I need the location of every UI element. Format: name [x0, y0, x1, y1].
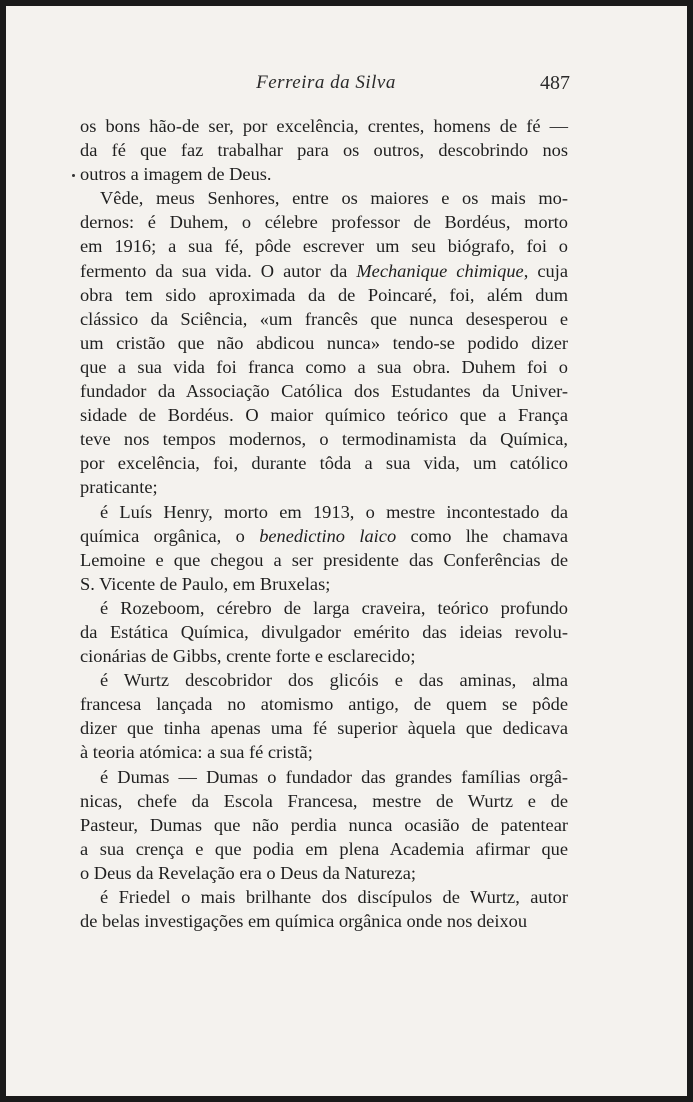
text-line: nicas, chefe da Escola Francesa, mestre de Wurtz e de [80, 790, 568, 811]
running-title: Ferreira da Silva [256, 72, 396, 93]
text-line: obra tem sido aproximada da de Poincaré, foi, além dum [80, 284, 568, 305]
text-line: de belas investigações em química orgânica onde nos deixou [80, 911, 528, 932]
text-line: teve nos tempos modernos, o termodinamista da Química, [80, 429, 568, 450]
text-line: dernos: é Duhem, o célebre professor de Bordéus, morto [80, 212, 568, 233]
paragraph [80, 114, 568, 186]
paragraph [80, 500, 568, 596]
text-line: à teoria atómica: a sua fé cristã; [80, 742, 313, 763]
text-line: Vêde, meus Senhores, entre os maiores e os mais mo- [100, 188, 568, 209]
text-line: dizer que tinha apenas uma fé superior àquela que dedicava [80, 718, 568, 739]
text-line: Pasteur, Dumas que não perdia nunca ocasião de patentear [80, 814, 568, 835]
paragraph [80, 668, 568, 764]
text-line: o Deus da Revelação era o Deus da Natureza; [80, 862, 416, 883]
text-line: sidade de Bordéus. O maior químico teórico que a França [80, 405, 568, 426]
text-line: é Rozeboom, cérebro de larga craveira, teórico profundo [100, 597, 568, 618]
page-header [86, 72, 570, 102]
body-text [80, 114, 568, 933]
italic-title: Mechanique chimique [356, 260, 524, 281]
text-line: é Dumas — Dumas o fundador das grandes famílias orgâ- [100, 766, 568, 787]
paragraph [80, 765, 568, 885]
text-line: química orgânica, o benedictino laico como lhe chamava [80, 525, 568, 546]
margin-dot [72, 174, 75, 177]
text-line: é Friedel o mais brilhante dos discípulos de Wurtz, autor [100, 887, 568, 907]
page-number: 487 [540, 72, 570, 94]
text-line: que a sua vida foi franca como a sua obra. Duhem foi o [80, 356, 568, 377]
text-line: da fé que faz trabalhar para os outros, descobrindo nos [80, 140, 568, 161]
book-page [6, 6, 687, 1096]
text-line: francesa lançada no atomismo antigo, de quem se pôde [80, 694, 568, 715]
text-line: da Estática Química, divulgador emérito das ideias revolu- [80, 621, 568, 642]
text-line: os bons hão-de ser, por excelência, crentes, homens de fé — [80, 116, 568, 136]
text-line: fundador da Associação Católica dos Estudantes da Univer- [80, 381, 568, 402]
text-line: em 1916; a sua fé, pôde escrever um seu biógrafo, foi o [80, 236, 568, 257]
paragraph [80, 186, 568, 499]
text-line: é Luís Henry, morto em 1913, o mestre incontestado da [100, 501, 568, 522]
text-line: é Wurtz descobridor dos glicóis e das aminas, alma [100, 670, 568, 691]
text-line: outros a imagem de Deus. [80, 164, 272, 185]
text-line: Lemoine e que chegou a ser presidente das Conferências de [80, 549, 568, 570]
text-line: fermento da sua vida. O autor da Mechanique chimique, cuja [80, 260, 569, 281]
text-line: cionárias de Gibbs, crente forte e esclarecido; [80, 646, 416, 667]
text-line: S. Vicente de Paulo, em Bruxelas; [80, 573, 331, 594]
text-line: a sua crença e que podia em plena Academia afirmar que [80, 838, 568, 859]
text-line: clássico da Sciência, «um francês que nunca desesperou e [80, 308, 568, 329]
paragraph [80, 596, 568, 668]
text-line: um cristão que não abdicou nunca» tendo-se podido dizer [80, 332, 568, 353]
italic-title: benedictino laico [259, 525, 397, 546]
text-line: por excelência, foi, durante tôda a sua vida, um católico [80, 453, 568, 474]
text-line: praticante; [80, 477, 158, 498]
paragraph [80, 885, 568, 933]
